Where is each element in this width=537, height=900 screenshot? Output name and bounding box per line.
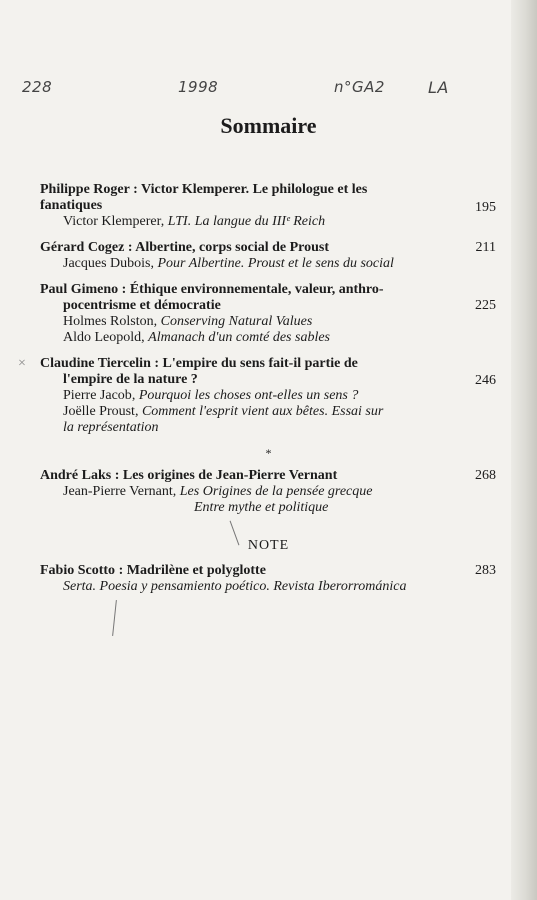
ref-work: Conserving Natural Values [160, 314, 313, 329]
ref-author: Pierre Jacob [63, 388, 132, 403]
toc-entry [40, 282, 496, 346]
entry-reference: Jean-Pierre Vernant, Les Origines de la pensée grecque Entre mythe et politique [63, 484, 373, 515]
toc-entry [40, 356, 496, 436]
ref-author: Victor Klemperer [63, 214, 161, 229]
ref-work: Pourquoi les choses ont-elles un sens ? [138, 388, 359, 403]
entry-heading: Paul Gimeno : Éthique environnementale, valeur, anthro- pocentrisme et démocratie [40, 282, 384, 313]
toc-entry [40, 468, 496, 516]
handwritten-code: n°GA2 [334, 78, 385, 96]
ref-work: la représentation [63, 420, 159, 435]
ref-work: Serta. Poesia y pensamiento poético. Revista Iberorrománica [63, 579, 407, 594]
page-number: 268 [475, 468, 496, 483]
ref-author: Holmes Rolston [63, 314, 154, 329]
entry-reference: Victor Klemperer, LTI. La langue du IIIᵉ Reich [63, 214, 326, 229]
entry-reference: Aldo Leopold, Almanach d'un comté des sables [63, 330, 331, 345]
page-number: 283 [475, 563, 496, 578]
entry-title-line: Éthique environnementale, valeur, anthro- [129, 282, 384, 297]
entry-author: Fabio Scotto [40, 563, 116, 578]
entry-heading: Gérard Cogez : Albertine, corps social de Proust [40, 240, 330, 255]
entry-heading: Claudine Tiercelin : L'empire du sens fait-il partie de l'empire de la nature ? [40, 356, 358, 387]
entry-title-line: L'empire du sens fait-il partie de [162, 356, 358, 371]
entry-title-line: pocentrisme et démocratie [63, 298, 221, 313]
page-number: 211 [475, 240, 496, 255]
ref-work: Almanach d'un comté des sables [148, 330, 331, 345]
ref-author: Aldo Leopold [63, 330, 142, 345]
entry-author: Claudine Tiercelin [40, 356, 151, 371]
note-heading: NOTE [247, 538, 290, 553]
ref-author: Joëlle Proust [63, 404, 135, 419]
toc-entry [40, 563, 496, 595]
entry-reference: Jacques Dubois, Pour Albertine. Proust et le sens du social [63, 256, 394, 271]
entry-author: Paul Gimeno [40, 282, 119, 297]
entry-title-line: Les origines de Jean-Pierre Vernant [122, 468, 338, 483]
page-title: Sommaire [220, 113, 317, 138]
page-number: 246 [475, 373, 496, 388]
entry-author: André Laks [40, 468, 112, 483]
page-number: 195 [475, 200, 496, 215]
entry-reference [40, 579, 496, 595]
pencil-stroke [112, 600, 117, 636]
ref-author: Jean-Pierre Vernant [63, 484, 173, 499]
entry-reference: Holmes Rolston, Conserving Natural Values [63, 314, 313, 329]
entry-reference: Joëlle Proust, Comment l'esprit vient aux bêtes. Essai sur la représentation [63, 404, 384, 435]
ref-work: Les Origines de la pensée grecque [179, 484, 373, 499]
toc-entry [40, 182, 496, 230]
handwritten-mark: LA [428, 78, 449, 97]
entry-title-line: Victor Klemperer. Le philologue et les [141, 182, 368, 197]
pencil-cross-mark: × [18, 356, 26, 371]
ref-work: LTI. La langue du IIIᵉ Reich [167, 214, 326, 229]
entry-heading: Fabio Scotto : Madrilène et polyglotte [40, 563, 266, 578]
ref-author: Jacques Dubois [63, 256, 151, 271]
entry-title-line: Madrilène et polyglotte [126, 563, 266, 578]
ref-work: Entre mythe et politique [194, 500, 329, 515]
entry-title-line: Albertine, corps social de Proust [135, 240, 330, 255]
ref-work: Comment l'esprit vient aux bêtes. Essai sur [141, 404, 384, 419]
entry-title-line: l'empire de la nature ? [63, 372, 198, 387]
entry-heading: Philippe Roger : Victor Klemperer. Le philologue et les fanatiques [40, 182, 368, 213]
separator-asterisk: * [265, 446, 272, 460]
entry-heading: André Laks : Les origines de Jean-Pierre Vernant [40, 468, 338, 483]
entry-author: Gérard Cogez [40, 240, 125, 255]
toc-entry [40, 240, 496, 272]
page-number: 225 [475, 298, 496, 313]
entry-author: Philippe Roger [40, 182, 130, 197]
ref-work: Pour Albertine. Proust et le sens du social [157, 256, 394, 271]
handwritten-number: 228 [22, 78, 53, 96]
entry-reference: Pierre Jacob, Pourquoi les choses ont-elles un sens ? [63, 388, 359, 403]
entry-title-line: fanatiques [40, 198, 103, 213]
handwritten-year: 1998 [178, 78, 219, 96]
